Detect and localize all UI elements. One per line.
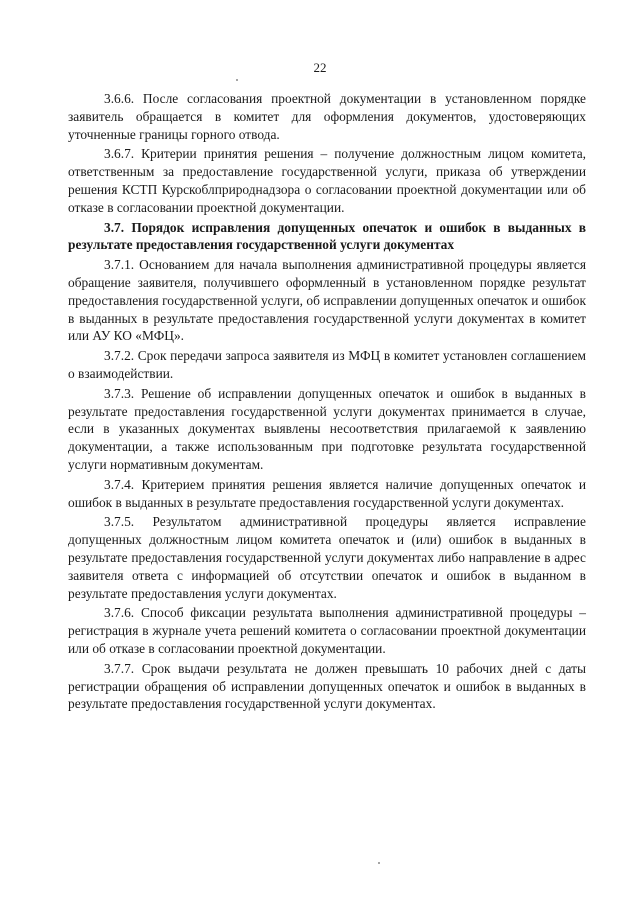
paragraph-3-7-1: 3.7.1. Основанием для начала выполнения административной процедуры является обращение заявителя, получившего оформленный в установленном порядке результат предоставления государственной услуги, об исправлении допущенных опечаток и ошибок в выданных в результате предоставления государственной услуги документах в комитет или АУ КО «МФЦ». xyxy=(68,257,586,344)
paragraph-3-7-6: 3.7.6. Способ фиксации результата выполнения административной процедуры – регистрация в журнале учета решений комитета о согласовании проектной документации или об отказе в согласовании проектной документации. xyxy=(68,605,586,656)
paragraph-3-7-4: 3.7.4. Критерием принятия решения является наличие допущенных опечаток и ошибок в выданных в результате предоставления государственной услуги документах. xyxy=(68,476,586,510)
paragraph-3-7-3: 3.7.3. Решение об исправлении допущенных опечаток и ошибок в выданных в результате предоставления государственной услуги документах принимается в случае, если в указанных документах выявлены несоответствия прилагаемой к заявлению документации, а также использованным при подготовке результата государственной услуги нормативным документам. xyxy=(68,385,586,472)
paragraph-3-6-7: 3.6.7. Критерии принятия решения – получение должностным лицом комитета, ответственным за предоставление государственной услуги, приказа об утверждении решения КСТП Курскоблприроднадзора о согласовании проектной документации или об отказе в согласовании проектной документации. xyxy=(68,146,586,215)
scan-speck xyxy=(378,862,380,864)
scan-speck xyxy=(236,79,238,81)
paragraph-3-7-2: 3.7.2. Срок передачи запроса заявителя из МФЦ в комитет установлен соглашением о взаимодействии. xyxy=(68,348,586,381)
paragraph-3-7-5: 3.7.5. Результатом административной процедуры является исправление допущенных должностным лицом комитета опечаток и (или) ошибок в выданных в результате предоставления государственной услуги документах либо направление в адрес заявителя ответа с информацией об отсутствии опечаток и ошибок в выданном в результате предоставления услуги документах. xyxy=(68,514,586,601)
paragraph-3-7-7: 3.7.7. Срок выдачи результата не должен превышать 10 рабочих дней с даты регистрации обращения об исправлении допущенных опечаток и ошибок в выданных в результате предоставления государственной услуги документах. xyxy=(68,660,586,712)
paragraph-3-6-6: 3.6.6. После согласования проектной документации в установленном порядке заявитель обращается в комитет для оформления документов, удостоверяющих уточненные границы горного отвода. xyxy=(68,91,586,142)
page-number: 22 xyxy=(313,60,327,75)
document-body xyxy=(68,90,586,713)
section-heading-3-7: 3.7. Порядок исправления допущенных опечаток и ошибок в выданных в результате предоставления государственной услуги документах xyxy=(68,219,586,253)
